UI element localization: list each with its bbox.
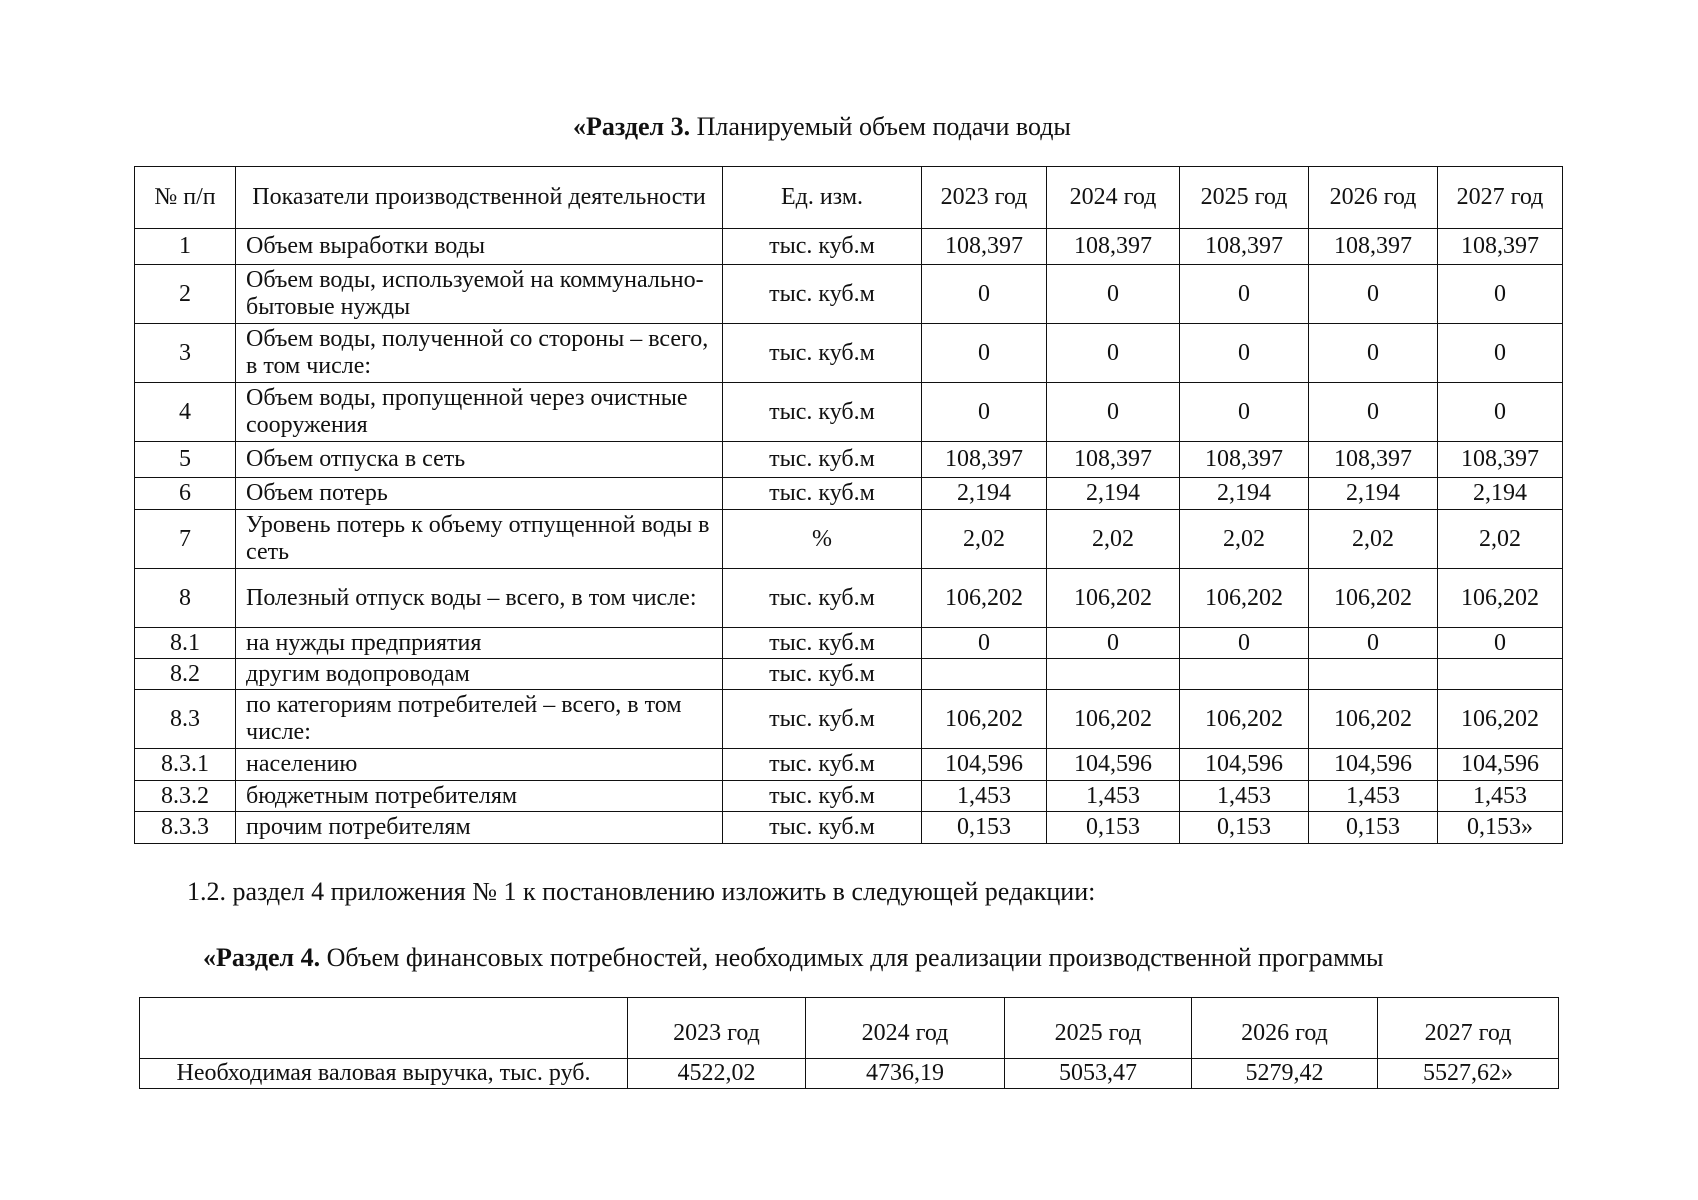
value-cell: 2,194	[1309, 478, 1438, 510]
value-cell: 1,453	[1047, 781, 1180, 812]
unit-cell: тыс. куб.м	[723, 659, 922, 690]
unit-cell: тыс. куб.м	[723, 442, 922, 478]
table-row	[135, 478, 1563, 510]
indicator-name-cell: населению	[236, 749, 723, 781]
row-number-cell: 6	[135, 478, 236, 510]
value-cell: 2,02	[1438, 510, 1563, 569]
value-cell: 104,596	[1180, 749, 1309, 781]
value-cell: 108,397	[1180, 229, 1309, 265]
value-cell: 108,397	[922, 442, 1047, 478]
value-cell: 0,153»	[1438, 812, 1563, 844]
value-cell: 0	[1438, 265, 1563, 324]
indicator-name-cell: другим водопроводам	[236, 659, 723, 690]
indicator-name-cell: на нужды предприятия	[236, 628, 723, 659]
financial-needs-table	[139, 997, 1559, 1089]
value-cell: 108,397	[1047, 442, 1180, 478]
value-cell: 0	[1180, 628, 1309, 659]
table-row	[135, 659, 1563, 690]
value-cell: 0,153	[1047, 812, 1180, 844]
value-cell: 0	[922, 383, 1047, 442]
table-header-row	[140, 998, 1559, 1059]
value-cell: 2,02	[1047, 510, 1180, 569]
value-cell: 104,596	[1438, 749, 1563, 781]
value-cell: 108,397	[1047, 229, 1180, 265]
unit-cell: тыс. куб.м	[723, 478, 922, 510]
value-cell: 106,202	[1047, 690, 1180, 749]
value-cell: 0,153	[1309, 812, 1438, 844]
value-cell: 0	[922, 628, 1047, 659]
value-cell: 0	[1309, 324, 1438, 383]
indicator-name-cell: прочим потребителям	[236, 812, 723, 844]
value-cell: 0	[1438, 628, 1563, 659]
value-cell: 1,453	[1180, 781, 1309, 812]
row-number-cell: 8	[135, 569, 236, 628]
indicator-name-cell: Объем потерь	[236, 478, 723, 510]
value-cell	[1309, 659, 1438, 690]
value-cell: 108,397	[1438, 229, 1563, 265]
row-number-cell: 3	[135, 324, 236, 383]
table-row	[135, 510, 1563, 569]
indicator-name-cell: бюджетным потребителям	[236, 781, 723, 812]
value-cell: 5527,62»	[1378, 1059, 1559, 1089]
section4-title-bold: «Раздел 4.	[203, 943, 321, 972]
value-cell: 108,397	[1438, 442, 1563, 478]
value-cell: 106,202	[1309, 569, 1438, 628]
value-cell: 0	[1047, 628, 1180, 659]
table-row	[140, 1059, 1559, 1089]
table-row	[135, 442, 1563, 478]
header-cell: 2024 год	[806, 998, 1005, 1059]
value-cell: 104,596	[1309, 749, 1438, 781]
value-cell: 0	[1309, 628, 1438, 659]
indicator-name-cell: Полезный отпуск воды – всего, в том числе:	[236, 569, 723, 628]
value-cell: 104,596	[1047, 749, 1180, 781]
section4-title	[203, 943, 1384, 973]
row-label: Необходимая валовая выручка, тыс. руб.	[140, 1059, 628, 1089]
row-number-cell: 8.2	[135, 659, 236, 690]
value-cell: 0	[922, 324, 1047, 383]
header-cell	[140, 998, 628, 1059]
table-row	[135, 324, 1563, 383]
row-number-cell: 5	[135, 442, 236, 478]
value-cell: 0	[1309, 383, 1438, 442]
value-cell: 106,202	[1309, 690, 1438, 749]
value-cell: 1,453	[1438, 781, 1563, 812]
value-cell: 106,202	[1180, 569, 1309, 628]
value-cell: 4736,19	[806, 1059, 1005, 1089]
indicator-name-cell: Объем воды, полученной со стороны – всего, в том числе:	[236, 324, 723, 383]
unit-cell: %	[723, 510, 922, 569]
unit-cell: тыс. куб.м	[723, 383, 922, 442]
section3-title-rest: Планируемый объем подачи воды	[690, 112, 1071, 141]
header-cell: Показатели производственной деятельности	[236, 167, 723, 229]
indicator-name-cell: Объем воды, пропущенной через очистные сооружения	[236, 383, 723, 442]
indicator-name-cell: Объем воды, используемой на коммунально-бытовые нужды	[236, 265, 723, 324]
row-number-cell: 8.3.2	[135, 781, 236, 812]
value-cell: 0	[1438, 383, 1563, 442]
indicator-name-cell: Объем отпуска в сеть	[236, 442, 723, 478]
value-cell	[1180, 659, 1309, 690]
header-cell: 2027 год	[1438, 167, 1563, 229]
water-supply-table	[134, 166, 1563, 844]
table-row	[135, 569, 1563, 628]
value-cell: 0	[1180, 324, 1309, 383]
header-cell: 2027 год	[1378, 998, 1559, 1059]
table-row	[135, 229, 1563, 265]
unit-cell: тыс. куб.м	[723, 628, 922, 659]
header-cell: 2023 год	[922, 167, 1047, 229]
header-cell: № п/п	[135, 167, 236, 229]
value-cell	[922, 659, 1047, 690]
value-cell: 106,202	[922, 690, 1047, 749]
header-cell: 2023 год	[628, 998, 806, 1059]
indicator-name-cell: по категориям потребителей – всего, в том числе:	[236, 690, 723, 749]
value-cell: 4522,02	[628, 1059, 806, 1089]
value-cell: 0,153	[922, 812, 1047, 844]
section4-title-rest: Объем финансовых потребностей, необходимых для реализации производственной программы	[320, 943, 1384, 972]
intro-paragraph: 1.2. раздел 4 приложения № 1 к постановлению изложить в следующей редакции:	[187, 877, 1096, 906]
value-cell: 0	[1047, 383, 1180, 442]
unit-cell: тыс. куб.м	[723, 781, 922, 812]
value-cell: 0	[1047, 265, 1180, 324]
unit-cell: тыс. куб.м	[723, 265, 922, 324]
row-number-cell: 8.1	[135, 628, 236, 659]
value-cell: 0	[1180, 383, 1309, 442]
value-cell: 2,02	[1309, 510, 1438, 569]
value-cell: 2,02	[1180, 510, 1309, 569]
table-header-row	[135, 167, 1563, 229]
value-cell: 0	[1309, 265, 1438, 324]
section3-title-bold: «Раздел 3.	[573, 112, 691, 141]
table-row	[135, 628, 1563, 659]
table-row	[135, 265, 1563, 324]
value-cell: 0	[1047, 324, 1180, 383]
row-number-cell: 8.3.1	[135, 749, 236, 781]
unit-cell: тыс. куб.м	[723, 690, 922, 749]
value-cell	[1047, 659, 1180, 690]
value-cell: 5053,47	[1005, 1059, 1192, 1089]
table-row	[135, 690, 1563, 749]
header-cell: 2025 год	[1180, 167, 1309, 229]
value-cell: 2,02	[922, 510, 1047, 569]
table-row	[135, 383, 1563, 442]
table-row	[135, 749, 1563, 781]
value-cell: 2,194	[1438, 478, 1563, 510]
row-number-cell: 7	[135, 510, 236, 569]
value-cell: 0,153	[1180, 812, 1309, 844]
value-cell: 108,397	[1309, 229, 1438, 265]
header-cell: 2026 год	[1192, 998, 1378, 1059]
header-cell: 2026 год	[1309, 167, 1438, 229]
header-cell: Ед. изм.	[723, 167, 922, 229]
value-cell: 106,202	[1438, 569, 1563, 628]
table-row	[135, 781, 1563, 812]
unit-cell: тыс. куб.м	[723, 229, 922, 265]
row-number-cell: 8.3.3	[135, 812, 236, 844]
value-cell: 108,397	[1180, 442, 1309, 478]
unit-cell: тыс. куб.м	[723, 569, 922, 628]
value-cell: 106,202	[1180, 690, 1309, 749]
value-cell: 108,397	[922, 229, 1047, 265]
row-number-cell: 2	[135, 265, 236, 324]
unit-cell: тыс. куб.м	[723, 749, 922, 781]
value-cell: 5279,42	[1192, 1059, 1378, 1089]
table-row	[135, 812, 1563, 844]
indicator-name-cell: Объем выработки воды	[236, 229, 723, 265]
value-cell: 2,194	[922, 478, 1047, 510]
section3-title	[573, 112, 1071, 142]
value-cell: 106,202	[1047, 569, 1180, 628]
value-cell: 106,202	[1438, 690, 1563, 749]
value-cell: 1,453	[922, 781, 1047, 812]
value-cell: 0	[922, 265, 1047, 324]
unit-cell: тыс. куб.м	[723, 812, 922, 844]
value-cell: 1,453	[1309, 781, 1438, 812]
value-cell: 106,202	[922, 569, 1047, 628]
indicator-name-cell: Уровень потерь к объему отпущенной воды в сеть	[236, 510, 723, 569]
value-cell: 2,194	[1047, 478, 1180, 510]
table-body	[135, 229, 1563, 844]
row-number-cell: 8.3	[135, 690, 236, 749]
value-cell	[1438, 659, 1563, 690]
value-cell: 2,194	[1180, 478, 1309, 510]
header-cell: 2024 год	[1047, 167, 1180, 229]
value-cell: 0	[1180, 265, 1309, 324]
row-number-cell: 1	[135, 229, 236, 265]
value-cell: 104,596	[922, 749, 1047, 781]
unit-cell: тыс. куб.м	[723, 324, 922, 383]
value-cell: 0	[1438, 324, 1563, 383]
value-cell: 108,397	[1309, 442, 1438, 478]
header-cell: 2025 год	[1005, 998, 1192, 1059]
row-number-cell: 4	[135, 383, 236, 442]
